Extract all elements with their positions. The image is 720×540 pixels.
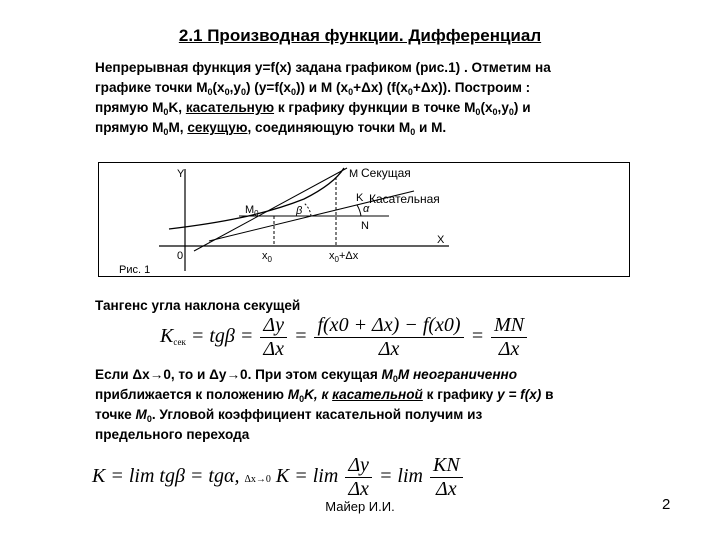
tangent-link[interactable]: касательную xyxy=(185,100,275,115)
label-y: Y xyxy=(177,168,185,180)
limit-line-3: точке $M_0$. Угловой коэффициент касательной получим из xyxy=(95,407,483,424)
formula2-lim-sub: Δx→0 xyxy=(244,474,271,486)
intro-line-4: прямую $M_0M$, секущую, соединяющую точки $M_0$ и M. xyxy=(95,120,447,137)
formula2-den1: Δx xyxy=(348,478,369,500)
limit-line-1: Если Δx→0, то и Δy→0. При этом секущая $M_0M$ неограниченно xyxy=(95,367,518,384)
function-curve xyxy=(169,168,344,229)
formula1-den3: Δx xyxy=(498,338,520,360)
label-beta: β xyxy=(296,205,303,217)
formula-tangent-limit xyxy=(92,454,465,501)
label-k: K xyxy=(356,192,364,204)
formula1-eq1: = tgβ = xyxy=(190,325,254,348)
formula2-part1: K = lim tgβ = tgα, xyxy=(92,465,240,488)
alpha-arc xyxy=(357,205,361,216)
tangent-link-2[interactable]: касательной xyxy=(332,387,423,402)
intro-paragraph xyxy=(95,58,655,138)
page-number: 2 xyxy=(662,496,671,513)
intro-line-2: графике точки $M_0(x_0,y_0)$ $(y=f(x_0))$ и M $(x_0+\Delta x)$ $(f(x_0+\Delta x))$. Построим : xyxy=(95,80,531,97)
formula-secant-slope xyxy=(160,314,529,361)
formula1-k: K xyxy=(160,325,174,348)
label-x0-plus-dx: $x_0+\Delta x$ xyxy=(329,250,359,264)
label-m: M xyxy=(349,168,359,180)
label-x0: $x_0$ xyxy=(262,250,272,264)
limit-paragraph xyxy=(95,365,655,445)
formula2-part3: = lim xyxy=(378,465,423,488)
limit-line-2: приближается к положению $M_0K$, к касательной к графику y = f(x) в xyxy=(95,387,554,404)
formula1-sub: сек xyxy=(173,337,186,348)
secant-slope-heading: Тангенс угла наклона секущей xyxy=(95,298,301,313)
figure-caption: Рис. 1 xyxy=(119,264,151,276)
formula2-part2: K = lim xyxy=(275,465,339,488)
beta-arc xyxy=(304,203,311,216)
formula2-den2: Δx xyxy=(436,478,457,500)
intro-line-3: прямую $M_0K$, касательную к графику функции в точке $M_0(x_0,y_0)$ и xyxy=(95,100,531,117)
page-title: 2.1 Производная функции. Дифференциал xyxy=(178,26,542,45)
formula1-eq3: = xyxy=(470,325,485,348)
label-m0: $M_0$ xyxy=(245,204,259,218)
figure-derivative-graph xyxy=(98,162,630,277)
formula1-num1: Δy xyxy=(260,314,287,338)
label-origin: 0 xyxy=(177,250,184,262)
label-secant: Секущая xyxy=(361,166,411,180)
formula1-eq2: = xyxy=(293,325,308,348)
label-n: N xyxy=(361,220,369,232)
formula1-num3: MN xyxy=(491,314,527,338)
formula1-num2: f(x0 + Δx) − f(x0) xyxy=(314,314,463,338)
footer-author: Майер И.И. xyxy=(325,499,395,514)
label-tangent: Касательная xyxy=(369,192,440,206)
formula1-den2: Δx xyxy=(378,338,400,360)
label-x: X xyxy=(437,234,445,246)
secant-link[interactable]: секущую xyxy=(187,120,248,135)
formula1-den1: Δx xyxy=(263,338,284,360)
formula2-num1: Δy xyxy=(345,454,372,478)
label-alpha: α xyxy=(363,203,370,215)
limit-line-4: предельного перехода xyxy=(95,427,250,442)
formula2-num2: KN xyxy=(430,454,463,478)
intro-line-1: Непрерывная функция y=f(x) задана графиком (рис.1) . Отметим на xyxy=(95,60,551,75)
graph-svg xyxy=(99,163,629,276)
